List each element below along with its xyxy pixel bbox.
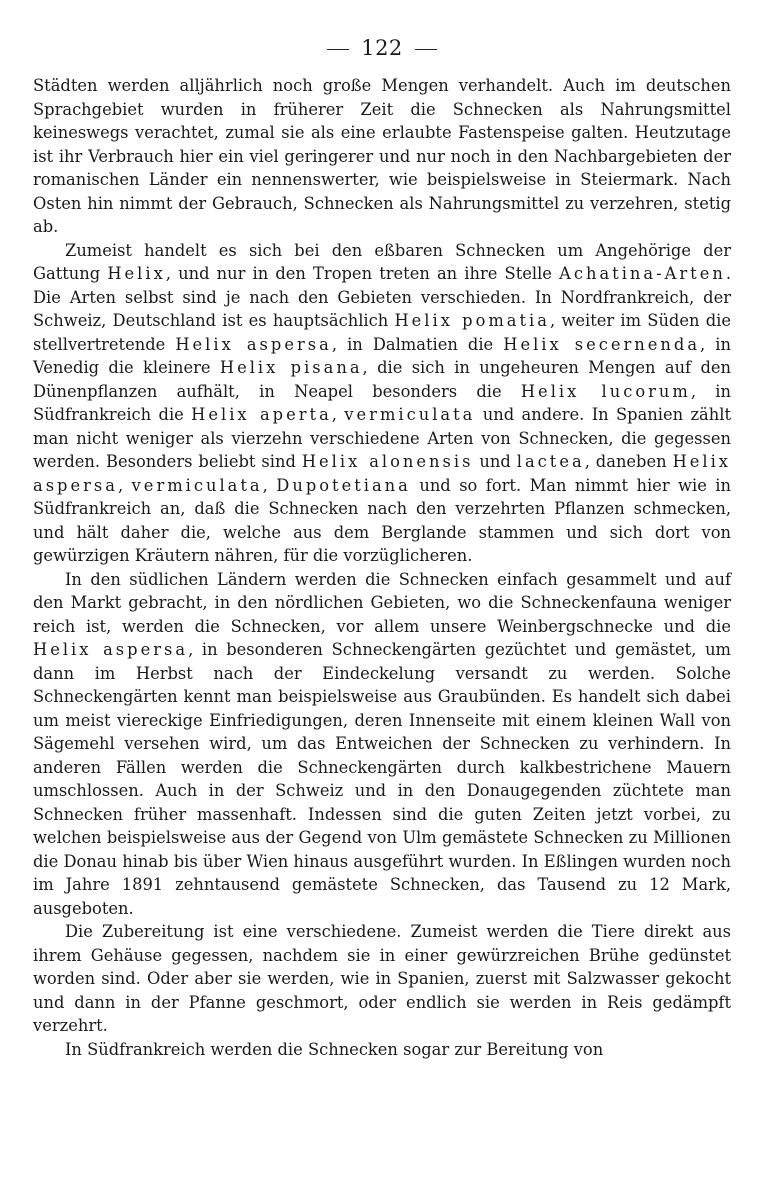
species-name: Helix xyxy=(107,264,166,283)
species-name: Helix pomatia xyxy=(394,311,550,330)
text-run: und so fort. Man nimmt hier wie in Südfrankreich an, daß die Schnecken nach den verzehrten Pflanzen schmecken, und hält daher die, welche aus dem Berglande stammen und sich dort von gewürzigen Kräutern nähren, für die vorzüglicheren. xyxy=(33,475,731,565)
species-name: vermiculata xyxy=(344,405,476,424)
text-run: , in Dalmatien die xyxy=(331,334,504,354)
species-name: Helix aspersa xyxy=(33,452,731,495)
text-run: In den südlichen Ländern werden die Schnecken einfach gesammelt und auf den Markt gebracht, in den nördlichen Gebieten, wo die Schneckenfauna weniger reich ist, werden die Schnecken, vor allem unsere Weinbergschnecke und die xyxy=(33,569,731,636)
species-name: Helix lucorum xyxy=(520,381,691,401)
text-run: , in Südfrankreich die xyxy=(33,381,731,424)
page-header xyxy=(33,36,731,60)
text-run: , die sich in ungeheuren Mengen auf den Dünenpflanzen aufhält, in Neapel besonders die xyxy=(33,358,731,401)
species-name: Helix secernenda xyxy=(503,334,701,354)
text-run: und andere. In Spanien zählt man nicht weniger als vierzehn verschiedene Arten von Schnecken, die gegessen werden. Besonders beliebt sind xyxy=(33,405,731,471)
body-text xyxy=(33,74,731,1061)
species-name: Achatina-Arten xyxy=(559,264,726,283)
species-name: vermiculata xyxy=(131,475,263,495)
text-run: , xyxy=(117,475,132,495)
text-run: , in besonderen Schneckengärten gezüchtet und gemästet, um dann im Herbst nach der Eindeckelung versandt zu werden. Solche Schneckengärten kennt man beispielsweise aus Graubünden. Es handelt sich dabei um meist viereckige Einfriedigungen, deren Innenseite mit einem kleinen Wall von Sägemehl versehen wird, um das Entweichen der Schnecken zu verhindern. In anderen Fällen werden die Schneckengärten durch kalkbestrichene Mauern umschlossen. Auch in der Schweiz und in den Donaugegenden züchtete man Schnecken früher massenhaft. Indessen sind die guten Zeiten jetzt vorbei, zu welchen beispielsweise aus der Gegend von Ulm gemästete Schnecken zu Millionen die Donau hinab bis über Wien hinaus ausgeführt wurden. In Eßlingen wurden noch im Jahre 1891 zehntausend gemästete Schnecken, das Tausend zu 12 Mark, ausgeboten. xyxy=(33,640,731,918)
text-run: , und nur in den Tropen treten an ihre Stelle xyxy=(165,264,560,283)
text-run: Städten werden alljährlich noch große Mengen verhandelt. Auch im deutschen Sprachgebiet wurden in früherer Zeit die Schnecken als Nahrungsmittel keineswegs verachtet, zumal sie als eine erlaubte Fastenspeise galten. Heutzutage ist ihr Verbrauch hier ein viel geringerer und nur noch in den Nachbargebieten der romanischen Länder ein nennenswerter, wie beispielsweise in Steiermark. Nach Osten hin nimmt der Gebrauch, Schnecken als Nahrungsmittel zu verzehren, stetig ab. xyxy=(33,76,731,236)
paragraph xyxy=(33,1038,731,1062)
text-run: und xyxy=(473,452,517,471)
page-number: 122 xyxy=(361,36,403,60)
species-name: Helix aspersa xyxy=(33,640,189,659)
species-name: lactea xyxy=(516,452,585,471)
species-name: Helix aperta xyxy=(191,405,332,424)
species-name: Helix aspersa xyxy=(175,334,332,354)
paragraph xyxy=(33,74,731,239)
paragraph xyxy=(33,239,731,568)
species-name: Helix alonensis xyxy=(301,452,474,471)
species-name: Helix pisana xyxy=(219,358,363,377)
text-run: In Südfrankreich werden die Schnecken sogar zur Bereitung von xyxy=(65,1039,604,1059)
text-run: , xyxy=(331,405,345,424)
text-run: . Die Arten selbst sind je nach den Gebieten verschieden. In Nordfrankreich, der Schweiz, Deutschland ist es hauptsächlich xyxy=(33,264,731,330)
text-run: , weiter im Süden die stellvertretende xyxy=(33,311,731,354)
header-dash-left xyxy=(327,49,349,50)
header-dash-right xyxy=(415,49,437,50)
text-run: , in Venedig die kleinere xyxy=(33,334,731,377)
species-name: Dupotetiana xyxy=(276,475,411,495)
text-run: , xyxy=(262,475,277,495)
text-run: Zumeist handelt es sich bei den eßbaren Schnecken um Angehörige der Gattung xyxy=(33,240,731,283)
text-run: Die Zubereitung ist eine verschiedene. Zumeist werden die Tiere direkt aus ihrem Gehäuse gegessen, nachdem sie in einer gewürzreichen Brühe gedünstet worden sind. Oder aber sie werden, wie in Spanien, zuerst mit Salzwasser gekocht und dann in der Pfanne geschmort, oder endlich sie werden in Reis gedämpft verzehrt. xyxy=(33,922,731,1035)
text-run: , daneben xyxy=(584,452,673,471)
paragraph xyxy=(33,920,731,1038)
paragraph xyxy=(33,568,731,921)
